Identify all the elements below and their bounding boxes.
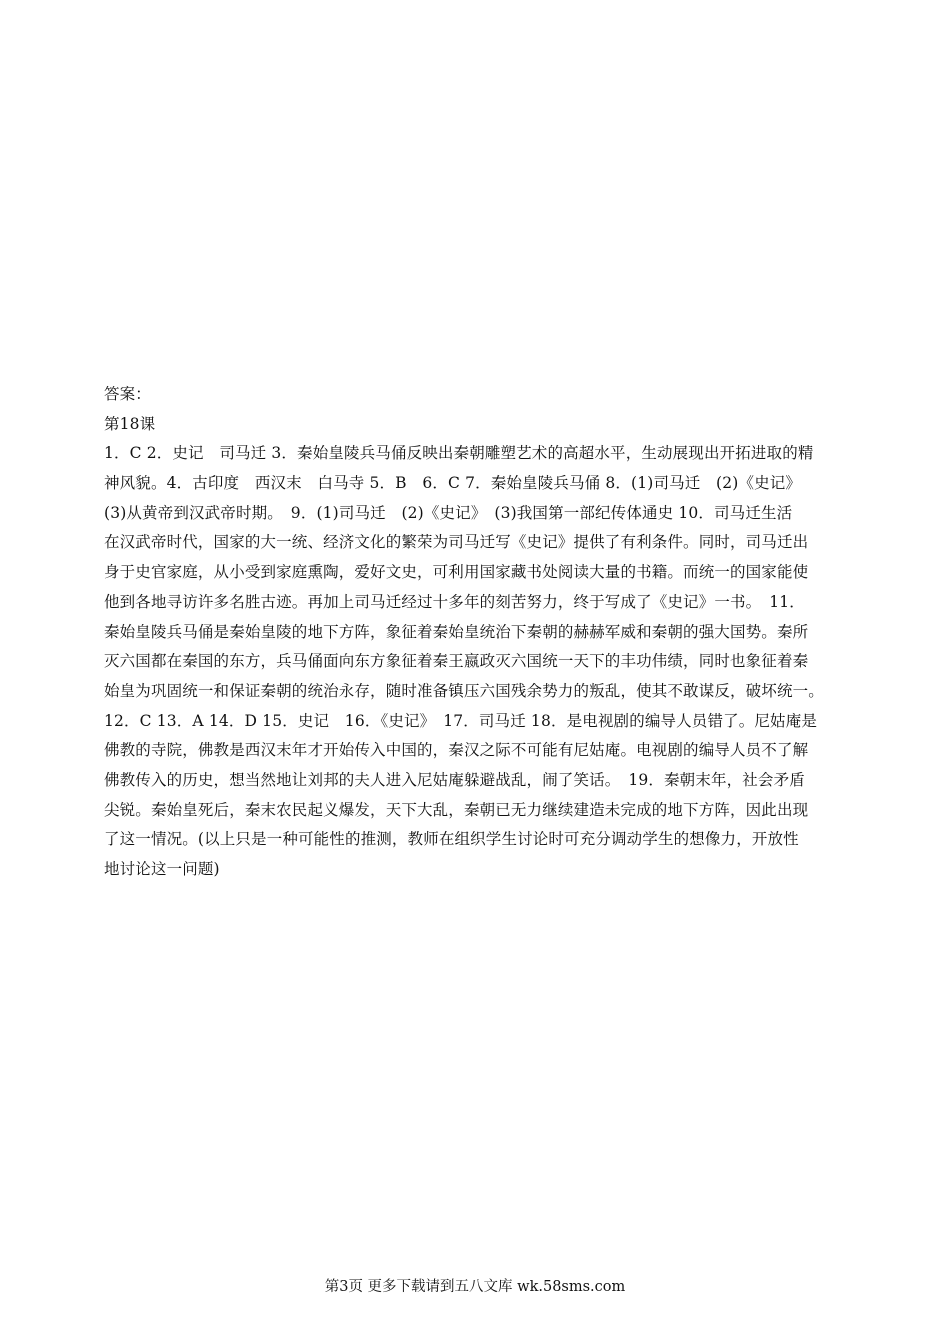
answer-line: 1．C 2．史记 司马迁 3．秦始皇陵兵马俑反映出秦朝雕塑艺术的高超水平，生动展现出开拓进取的精 <box>104 444 814 463</box>
answer-line: 了这一情况。(以上只是一种可能性的推测，教师在组织学生讨论时可充分调动学生的想像力，开放性 <box>104 830 799 849</box>
answer-line: 地讨论这一问题) <box>104 860 220 878</box>
lesson-title: 第18课 <box>104 414 156 433</box>
answer-line: 佛教传入的历史，想当然地让刘邦的夫人进入尼姑庵躲避战乱，闹了笑话。 19．秦朝末年，社会矛盾 <box>104 770 805 789</box>
answer-line: 身于史官家庭，从小受到家庭熏陶，爱好文史，可利用国家藏书处阅读大量的书籍。而统一的国家能使 <box>104 563 809 582</box>
answer-line: 尖锐。秦始皇死后，秦末农民起义爆发，天下大乱，秦朝已无力继续建造未完成的地下方阵，因此出现 <box>104 800 809 819</box>
answer-line: 秦始皇陵兵马俑是秦始皇陵的地下方阵，象征着秦始皇统治下秦朝的赫赫军威和秦朝的强大国势。秦所 <box>104 622 809 641</box>
answer-line: 始皇为巩固统一和保证秦朝的统治永存，随时准备镇压六国残余势力的叛乱，使其不敢谋反，破坏统一。 <box>104 681 824 700</box>
answer-line: 灭六国都在秦国的东方，兵马俑面向东方象征着秦王嬴政灭六国统一天下的丰功伟绩，同时也象征着秦 <box>104 652 809 671</box>
answer-body <box>104 439 864 884</box>
answer-line: 神风貌。4．古印度 西汉末 白马寺 5．B 6．C 7．秦始皇陵兵马俑 8．(1)司马迁 (2)《史记》 <box>104 474 802 493</box>
answer-line: (3)从黄帝到汉武帝时期。 9．(1)司马迁 (2)《史记》 (3)我国第一部纪传体通史 10．司马迁生活 <box>104 503 793 522</box>
answer-heading: 答案： <box>104 385 151 403</box>
answer-line: 12．C 13．A 14．D 15．史记 16．《史记》 17．司马迁 18．是电视剧的编导人员错了。尼姑庵是 <box>104 711 818 730</box>
answer-line: 他到各地寻访许多名胜古迹。再加上司马迁经过十多年的刻苦努力，终于写成了《史记》一书。 11． <box>104 592 805 611</box>
page-footer: 第3页 更多下载请到五八文库 wk.58sms.com <box>324 1279 626 1295</box>
answer-line: 在汉武帝时代，国家的大一统、经济文化的繁荣为司马迁写《史记》提供了有利条件。同时，司马迁出 <box>104 533 809 552</box>
answer-line: 佛教的寺院，佛教是西汉末年才开始传入中国的，秦汉之际不可能有尼姑庵。电视剧的编导人员不了解 <box>104 741 809 760</box>
answer-section <box>104 380 864 885</box>
